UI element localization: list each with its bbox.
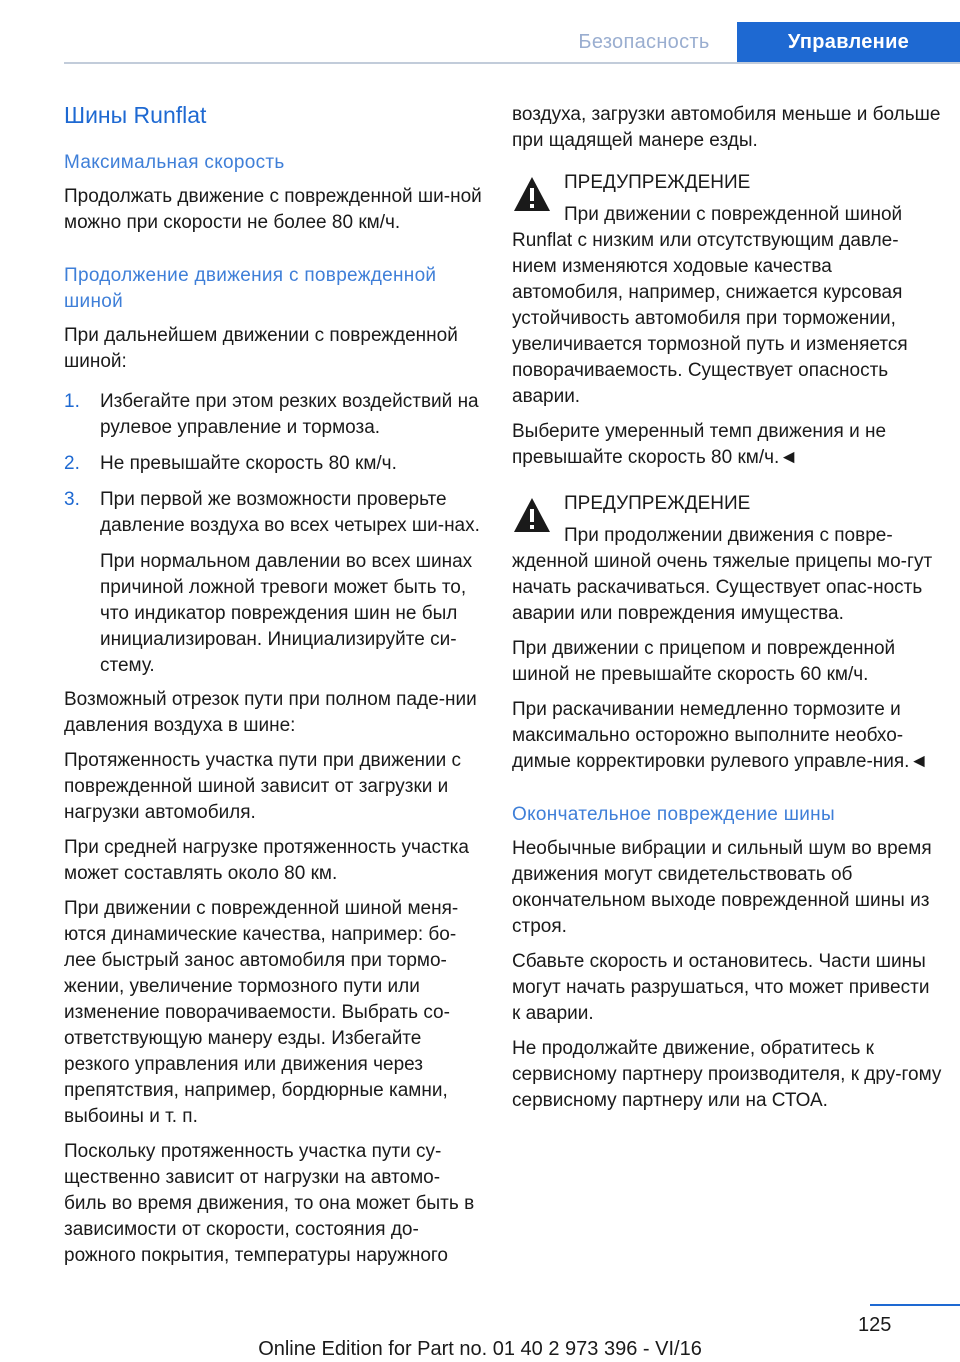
tab-safety[interactable]: Безопасность [578, 31, 710, 53]
left-column [64, 98, 482, 1278]
warning-triangle-icon [512, 495, 552, 535]
warning-triangle-icon [512, 174, 552, 214]
section-tabs [551, 22, 960, 62]
list-text: Избегайте при этом резких воздействий на рулевое управление и тормоза. [100, 391, 479, 438]
paragraph: При движении с прицепом и поврежденной шиной не превышайте скорость 60 км/ч. [512, 638, 896, 685]
list-text: При первой же возможности проверьте давление воздуха во всех четырех ши-нах. [100, 489, 480, 536]
footer-divider [870, 1304, 960, 1306]
list-number: 1. [64, 391, 80, 412]
list-number: 2. [64, 453, 80, 474]
paragraph: Поскольку протяженность участка пути су-щественно зависит от нагрузки на автомо-биль во время движения, то она может быть в зависимости от скорости, состояния до-рожного покрытия, температуры наружного [64, 1141, 475, 1266]
paragraph: Возможный отрезок пути при полном паде-нии давления воздуха в шине: [64, 689, 477, 736]
paragraph-continue-intro: При дальнейшем движении с поврежденной шиной: [64, 325, 458, 372]
list-text: Не превышайте скорость 80 км/ч. [100, 453, 397, 474]
heading-continue-driving: Продолжение движения с поврежденной шиной [64, 265, 437, 312]
paragraph: При средней нагрузке протяженность участка может составлять около 80 км. [64, 837, 469, 884]
warning-title: ПРЕДУПРЕЖДЕНИЕ [564, 493, 751, 514]
paragraph: Сбавьте скорость и остановитесь. Части шины могут начать разрушаться, что может привести к аварии. [512, 951, 930, 1024]
list-number: 3. [64, 489, 80, 510]
warning-title: ПРЕДУПРЕЖДЕНИЕ [564, 172, 751, 193]
list-item-note: При нормальном давлении во всех шинах причиной ложной тревоги может быть то, что индикатор повреждения шин не был инициализирован. Инициализируйте си-стему. [100, 551, 473, 676]
edition-note: Online Edition for Part no. 01 40 2 973 396 - VI/16 [258, 1338, 702, 1360]
tab-controls[interactable]: Управление [737, 22, 960, 62]
list-item [64, 451, 482, 477]
list-item [64, 487, 482, 539]
paragraph-continued: воздуха, загрузки автомобиля меньше и больше при щадящей манере езды. [512, 104, 941, 151]
paragraph: Необычные вибрации и сильный шум во время движения могут свидетельствовать об окончательном выходе поврежденной шины из строя. [512, 838, 932, 937]
heading-max-speed: Максимальная скорость [64, 152, 285, 173]
paragraph-max-speed: Продолжать движение с поврежденной ши-ной можно при скорости не более 80 км/ч. [64, 186, 482, 233]
warning-text: При движении с поврежденной шиной Runflat с низким или отсутствующим давле-нием изменяются ходовые качества автомобиля, например, снижается курсовая устойчивость автомобиля при торможении, увеличивается тормозной путь и изменяется поворачиваемость. Существует опасность аварии. [512, 204, 908, 407]
paragraph: Не продолжайте движение, обратитесь к сервисному партнеру производителя, к дру-гому сервисному партнеру или на СТОА. [512, 1038, 942, 1111]
list-item [64, 389, 482, 441]
paragraph: Протяженность участка пути при движении с поврежденной шиной зависит от загрузки и нагрузки автомобиля. [64, 750, 462, 823]
heading-final-damage: Окончательное повреждение шины [512, 804, 835, 825]
header-divider [64, 62, 960, 64]
page-number: 125 [858, 1314, 892, 1336]
paragraph: При раскачивании немедленно тормозите и максимально осторожно выполните необхо-димые корректировки рулевого управле-ния.◄ [512, 699, 929, 772]
warning-block [512, 170, 942, 410]
instruction-list [64, 389, 482, 679]
warning-action: Выберите умеренный темп движения и не превышайте скорость 80 км/ч.◄ [512, 421, 887, 468]
page-title: Шины Runflat [64, 102, 207, 128]
right-column [512, 102, 942, 1123]
warning-text: При продолжении движения с повре-жденной шиной очень тяжелые прицепы мо-гут начать раскачиваться. Существует опас-ность аварии или повреждения имущества. [512, 525, 933, 624]
warning-block [512, 491, 942, 627]
paragraph: При движении с поврежденной шиной меня-ются динамические качества, например: бо-лее быстрый занос автомобиля при тормо-жении, увеличение тормозного пути или изменение поворачиваемости. Выбрать со-ответствующую манеру езды. Избегайте резкого управления или движения через препятствия, например, бордюрные камни, выбоины и т. п. [64, 898, 459, 1127]
